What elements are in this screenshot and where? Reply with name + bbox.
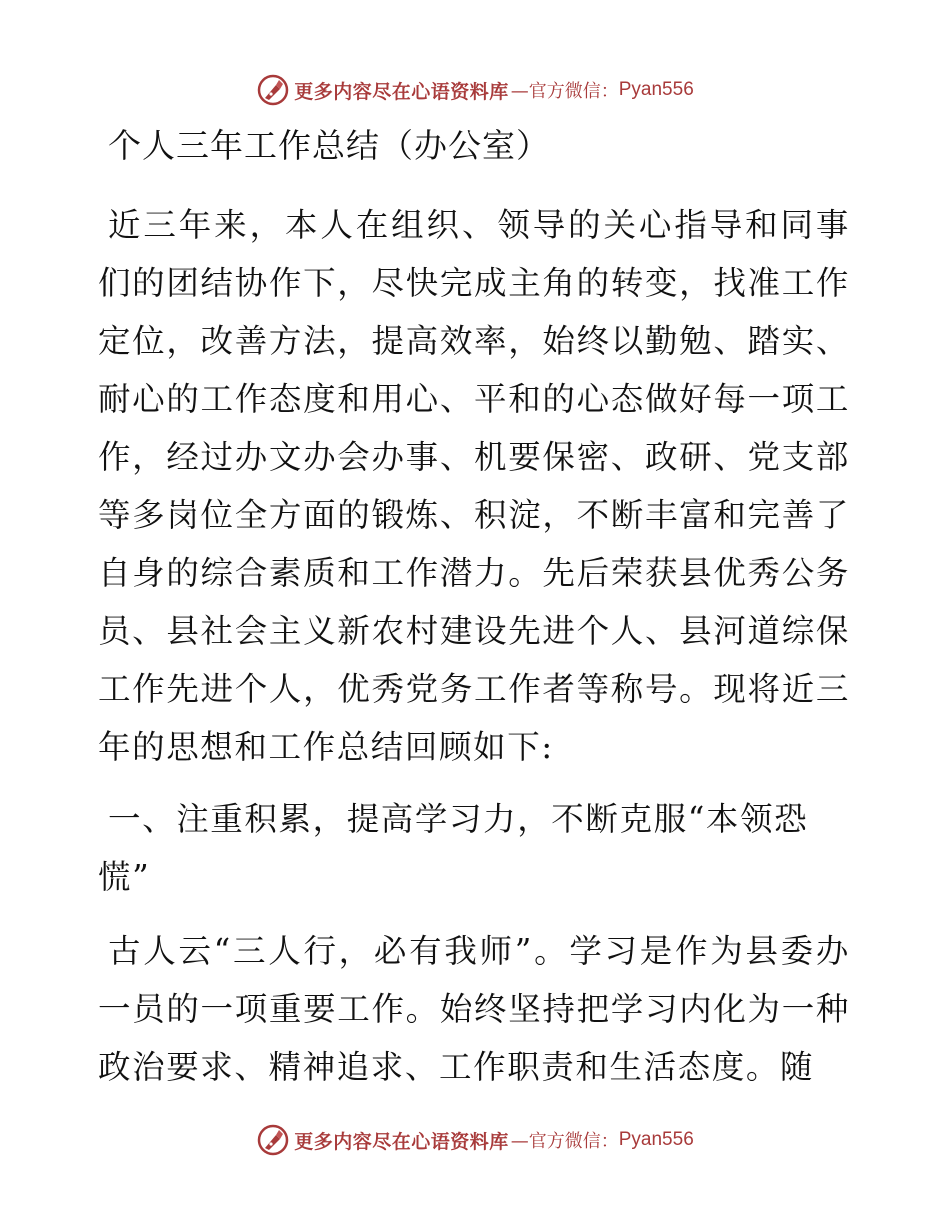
pen-nib-logo-icon <box>256 73 290 107</box>
watermark-official-label: —官方微信： <box>510 1131 619 1152</box>
watermark-text: 更多内容尽在心语资料库 <box>294 80 509 103</box>
watermark-account: Pyan556 <box>618 1129 694 1150</box>
intro-paragraph: 近三年来，本人在组织、领导的关心指导和同事们的团结协作下，尽快完成主角的转变，找准工作定位，改善方法，提高效率，始终以勤勉、踏实、耐心的工作态度和用心、平和的心态做好每一项工作，经过办文办会办事、机要保密、政研、党支部等多岗位全方面的锻炼、积淀，不断丰富和完善了自身的综合素质和工作潜力。先后荣获县优秀公务员、县社会主义新农村建设先进个人、县河道综保工作先进个人，优秀党务工作者等称号。现将近三年的思想和工作总结回顾如下: <box>98 206 850 766</box>
document-body <box>98 118 850 1110</box>
footer-watermark <box>0 1120 950 1160</box>
section-1-paragraph: 古人云“三人行，必有我师”。学习是作为县委办一员的一项重要工作。始终坚持把学习内化为一种政治要求、精神追求、工作职责和生活态度。随 <box>98 932 850 1086</box>
section-1-heading: 一、注重积累，提高学习力，不断克服“本领恐慌” <box>98 800 809 896</box>
header-watermark <box>0 70 950 110</box>
watermark-account: Pyan556 <box>618 79 694 100</box>
pen-nib-logo-icon <box>256 1123 290 1157</box>
watermark-text: 更多内容尽在心语资料库 <box>294 1130 509 1153</box>
page-title: 个人三年工作总结（办公室） <box>108 126 550 165</box>
watermark-official-label: —官方微信： <box>510 81 619 102</box>
